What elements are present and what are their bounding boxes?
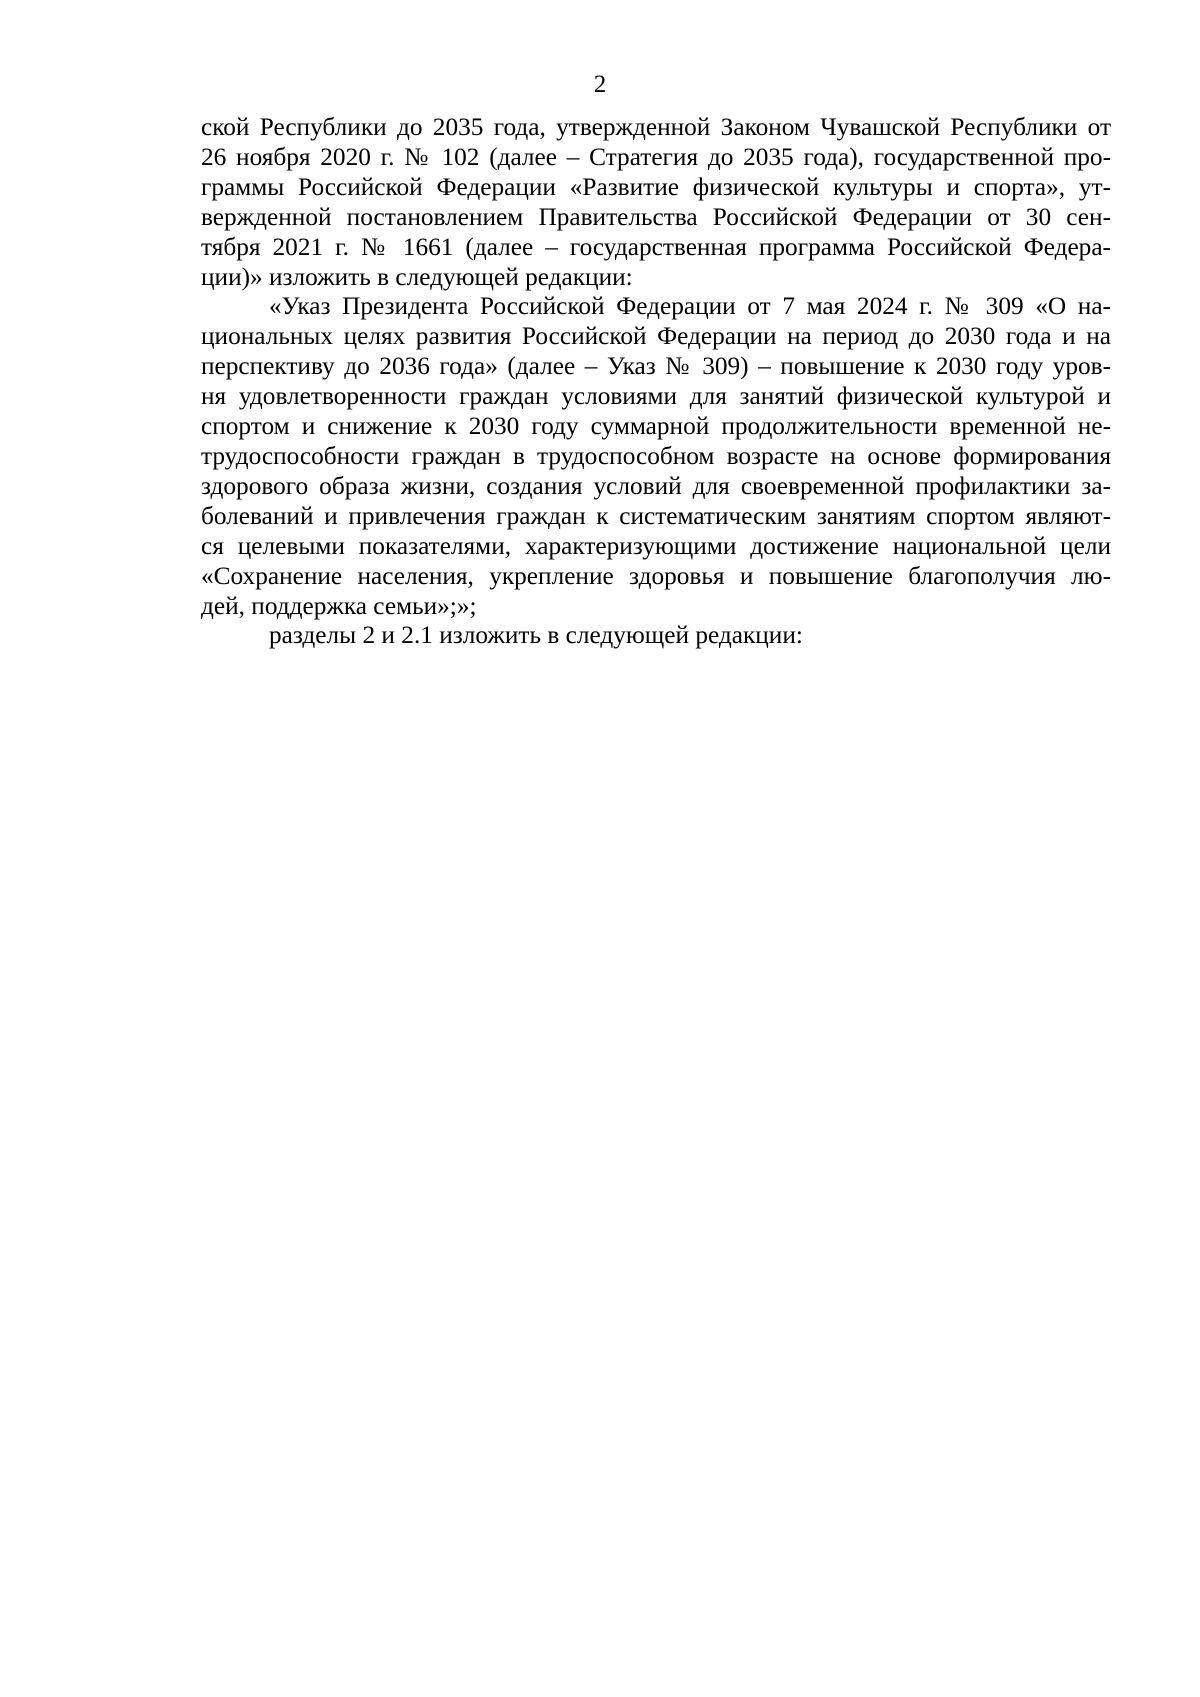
text-line: ции)» изложить в следующей редакции: xyxy=(201,262,633,291)
text-line: 26 ноября 2020 г. № 102 (далее – Стратегия до 2035 года), государственной про- xyxy=(201,142,1111,171)
paragraph-continuation xyxy=(201,113,1111,292)
text-line: дей, поддержка семьи»;»; xyxy=(201,591,477,620)
text-line: болеваний и привлечения граждан к систематическим занятиям спортом являют- xyxy=(201,501,1111,530)
text-line: спортом и снижение к 2030 году суммарной продолжительности временной не- xyxy=(201,412,1111,441)
text-line: ня удовлетворенности граждан условиями для занятий физической культурой и xyxy=(201,382,1111,411)
paragraph-sections-amendment xyxy=(201,621,1111,651)
text-line: «Указ Президента Российской Федерации от 7 мая 2024 г. № 309 «О на- xyxy=(269,292,1111,321)
text-line: трудоспособности граждан в трудоспособном возрасте на основе формирования xyxy=(201,441,1111,470)
text-line: разделы 2 и 2.1 изложить в следующей редакции: xyxy=(269,621,803,650)
text-line: здорового образа жизни, создания условий для своевременной профилактики за- xyxy=(201,471,1111,500)
text-line: тября 2021 г. № 1661 (далее – государственная программа Российской Федера- xyxy=(201,232,1111,261)
paragraph-decree-quote xyxy=(201,292,1111,621)
text-line: ся целевыми показателями, характеризующими достижение национальной цели xyxy=(201,531,1111,560)
text-line: «Сохранение населения, укрепление здоровья и повышение благополучия лю- xyxy=(201,561,1111,590)
page-number: 2 xyxy=(593,71,607,98)
text-line: вержденной постановлением Правительства Российской Федерации от 30 сен- xyxy=(201,202,1111,231)
document-body xyxy=(201,113,1111,651)
text-line: ской Республики до 2035 года, утвержденной Законом Чувашской Республики от xyxy=(201,113,1111,141)
text-line: циональных целях развития Российской Федерации на период до 2030 года и на xyxy=(201,322,1111,351)
text-line: перспективу до 2036 года» (далее – Указ № 309) – повышение к 2030 году уров- xyxy=(201,352,1111,381)
text-line: граммы Российской Федерации «Развитие физической культуры и спорта», ут- xyxy=(201,172,1111,201)
